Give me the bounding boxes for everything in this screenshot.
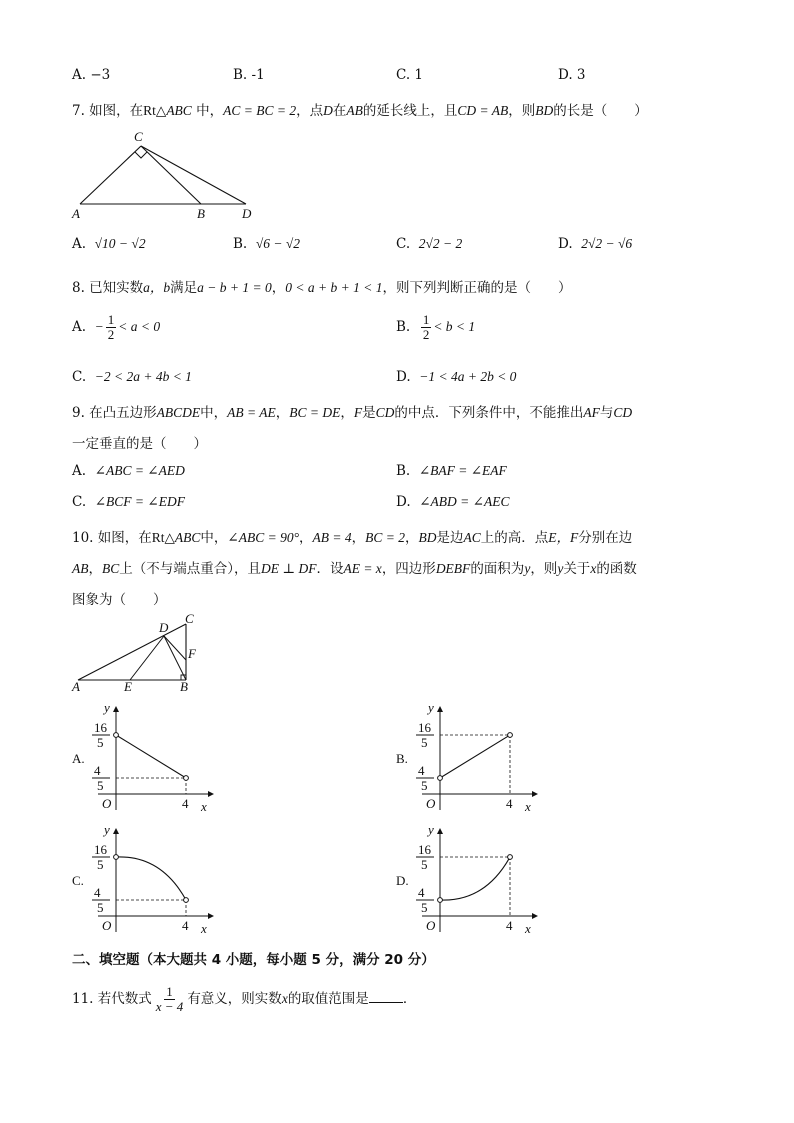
open-endpoint-start [114,733,119,738]
q7-label-c: C [134,129,143,144]
q7-stem [72,99,648,119]
option-label: C. [396,236,411,252]
graph-option-label: C. [72,873,84,888]
fraction-denominator: 2 [422,327,430,342]
option-label: B. [396,319,411,335]
q10-graph-option-b [392,700,542,819]
q8-option-b [396,313,475,342]
q10-graph-option-a [68,700,218,819]
q9-option-d [396,494,509,510]
q9-cd: CD [375,405,395,420]
q11-text: 有意义，则实数 [187,991,282,1007]
q10-text: ，则 [530,561,558,577]
q10-x: x [590,561,597,576]
q10-label-e: E [124,679,132,694]
q10-c1: ∠ABC = 90° [227,530,299,545]
option-label: C. [72,369,87,385]
q10-graph-option-d [392,822,542,941]
q9-stem-line2: 一定垂直的是（ ） [72,436,207,452]
y-lo-fraction-numerator: 4 [418,763,425,778]
open-endpoint-end [508,733,513,738]
x-axis-label: x [201,799,207,814]
function-graph [392,700,542,815]
y-axis-arrow [437,828,443,834]
q7-option-b [233,236,300,252]
y-hi-fraction-numerator: 16 [94,842,107,857]
q8-eq1: a − b + 1 = 0 [197,280,272,295]
graph-option-label: B. [396,751,408,766]
y-hi-fraction-denominator: 5 [97,735,104,750]
q11-fraction [154,985,186,1014]
q9-text: ， [275,405,290,421]
q7-option-a-value: √10 − √2 [94,236,146,251]
y-lo-fraction-denominator: 5 [97,778,104,793]
q10-label-c: C [185,611,194,626]
open-endpoint-end [184,898,189,903]
q7-triangle-figure [70,126,270,222]
q9-c2: BC = DE [289,405,341,420]
y-lo-fraction-denominator: 5 [421,900,428,915]
q10-text: 关于 [563,561,591,577]
function-curve [116,857,186,900]
q7-text: 中， [191,103,224,119]
q6-option-d: D. 3 [558,67,586,83]
y-hi-fraction-numerator: 16 [418,842,431,857]
q10-triangle-figure [68,610,208,696]
y-hi-fraction-denominator: 5 [421,857,428,872]
fraction-numerator: 1 [166,984,173,999]
option-label: A. [72,236,87,252]
q7-text: 在 [332,103,347,119]
q10-label-d: D [159,620,169,635]
origin-label: O [102,796,112,811]
q8-text: ，则下列判断正确的是（ ） [382,280,572,296]
q8-eq2: 0 < a + b + 1 < 1 [285,280,383,295]
option-label: C. [72,494,87,510]
q9-text: 9. 在凸五边形 [72,405,157,421]
q8-option-b-rest: < b < 1 [433,319,476,334]
q6-option-b: B. -1 [233,67,265,83]
open-endpoint-end [508,855,513,860]
q8-text: 8. 已知实数 [72,280,144,296]
open-endpoint-start [114,855,119,860]
function-graph [68,700,218,815]
graph-option-label: D. [396,873,409,888]
q10-ae: AE = x [343,561,382,576]
q9-option-a [72,463,185,479]
q10-text: 上的高．点 [480,530,549,546]
fraction-denominator: 2 [107,327,115,342]
q7-d: D [323,103,333,118]
q9-option-a-value: ∠ABC = ∠AED [94,463,185,478]
q10-ef: E，F [548,530,579,545]
q7-bd: BD [535,103,554,118]
q10-text: ， [404,530,419,546]
q7-cond1: AC = BC = 2 [223,103,297,118]
q11-stem [72,985,416,1014]
q7-text: 的延长线上，且 [362,103,458,119]
q10-text: ， [88,561,102,577]
q7-text: ，则 [508,103,536,119]
q10-y: y [557,561,564,576]
q10-quad: DEBF [435,561,471,576]
q9-af: AF [583,405,600,420]
q10-text: 中， [200,530,228,546]
q9-option-b-value: ∠BAF = ∠EAF [418,463,507,478]
y-lo-fraction-denominator: 5 [421,778,428,793]
q7-rt: Rt△ [143,103,167,118]
q10-label-f: F [188,646,196,661]
fraction-denominator: x − 4 [155,999,184,1014]
q10-rt: Rt△ [151,530,175,545]
y-axis-arrow [113,828,119,834]
option-label: B. [396,463,411,479]
q10-graph-option-c [68,822,218,941]
q10-label-b: B [180,679,188,694]
fraction-numerator: 1 [422,312,430,327]
q8-neg-sign: − [94,319,104,334]
y-axis-arrow [113,706,119,712]
function-graph [392,822,542,937]
q8-ab: a，b [143,280,171,295]
q7-label-a: A [72,206,80,221]
q8-stem [72,276,571,296]
q10-text: 上（不与端点重合），且 [119,561,262,577]
function-graph [68,822,218,937]
y-lo-fraction-numerator: 4 [94,885,101,900]
q10-ab: AB [72,561,89,576]
option-label: A. [72,319,87,335]
q10-text: 的函数 [596,561,637,577]
section-2-title: 二、填空题（本大题共 4 小题，每小题 5 分，满分 20 分） [72,952,435,968]
q9-text: 中， [200,405,228,421]
q10-text: ，四边形 [381,561,436,577]
function-curve [440,735,510,778]
q7-ab: AB [346,103,363,118]
q10-text: ， [351,530,366,546]
q8-text: ， [271,280,286,296]
q10-c2: AB = 4 [312,530,352,545]
q10-text: 10. 如图，在 [72,530,152,546]
y-hi-fraction-denominator: 5 [421,735,428,750]
q7-text: ，点 [296,103,324,119]
q10-text: ．设 [316,561,344,577]
q7-option-d [558,236,632,252]
y-axis-label: y [104,700,110,715]
q8-option-a-rest: < a < 0 [118,319,161,334]
q10-perp: DE ⊥ DF [261,561,317,576]
open-endpoint-start [438,776,443,781]
x-tick-label: 4 [182,796,189,811]
option-label: B. [233,236,248,252]
q11-text: 的取值范围是 [287,991,369,1007]
q9-text: 与 [599,405,614,421]
open-endpoint-end [184,776,189,781]
q7-cond2: CD = AB [457,103,509,118]
function-curve [440,857,510,900]
y-hi-fraction-numerator: 16 [94,720,107,735]
q8-option-a [72,313,160,342]
q11-text: 11. 若代数式 [72,991,152,1007]
q10-y: y [524,561,531,576]
q10-stem-line1 [72,526,632,546]
q7-option-a [72,236,146,252]
q7-option-c [396,236,462,252]
q7-option-b-value: √6 − √2 [255,236,300,251]
q9-option-b [396,463,507,479]
x-axis-label: x [201,921,207,936]
y-lo-fraction-denominator: 5 [97,900,104,915]
q9-text: 的中点．下列条件中，不能推出 [394,405,584,421]
y-axis-label: y [428,700,434,715]
x-axis-label: x [525,799,531,814]
q8-option-c-value: −2 < 2a + 4b < 1 [94,369,192,384]
graph-option-label: A. [72,751,85,766]
option-label: D. [558,236,573,252]
y-hi-fraction-numerator: 16 [418,720,431,735]
q9-stem-line1 [72,401,632,421]
q10-stem-line2 [72,557,637,577]
q10-ac: AC [463,530,481,545]
y-hi-fraction-denominator: 5 [97,857,104,872]
y-lo-fraction-numerator: 4 [418,885,425,900]
q10-bc: BC [102,561,120,576]
option-label: D. [396,369,411,385]
y-axis-arrow [437,706,443,712]
y-lo-fraction-numerator: 4 [94,763,101,778]
origin-label: O [102,918,112,933]
q11-x: x [281,991,288,1006]
answer-blank[interactable] [369,1002,403,1003]
q11-text: ． [402,991,417,1007]
x-axis-arrow [532,913,538,919]
q6-option-a: A. −3 [72,67,111,83]
q10-stem-line3: 图象为（ ） [72,592,167,608]
q9-option-c-value: ∠BCF = ∠EDF [94,494,185,509]
open-endpoint-start [438,898,443,903]
q9-option-c [72,494,185,510]
x-axis-arrow [532,791,538,797]
q8-option-d-value: −1 < 4a + 2b < 0 [419,369,517,384]
q7-label-d: D [242,206,252,221]
q8-text: 满足 [170,280,198,296]
q9-option-d-value: ∠ABD = ∠AEC [419,494,510,509]
origin-label: O [426,796,436,811]
option-label: A. [72,463,87,479]
function-curve [116,735,186,778]
q9-text: 是 [362,405,376,421]
x-axis-label: x [525,921,531,936]
x-tick-label: 4 [182,918,189,933]
option-label: D. [396,494,411,510]
origin-label: O [426,918,436,933]
q7-option-d-value: 2√2 − √6 [581,236,633,251]
q9-cd2: CD [613,405,633,420]
q10-text: 的面积为 [470,561,525,577]
q7-option-c-value: 2√2 − 2 [418,236,463,251]
q10-text: ， [298,530,313,546]
q7-text: 7. 如图，在 [72,103,144,119]
fraction-numerator: 1 [107,312,115,327]
x-axis-arrow [208,913,214,919]
q8-option-c [72,369,192,385]
y-axis-label: y [428,822,434,837]
q10-bd: BD [418,530,437,545]
q8-option-d [396,369,516,385]
q10-text: 分别在边 [578,530,633,546]
x-tick-label: 4 [506,796,513,811]
x-axis-arrow [208,791,214,797]
q8-b-fraction [421,313,432,342]
q7-abc: ABC [166,103,192,118]
q9-f: F [353,405,363,420]
q9-text: ， [340,405,354,421]
q7-text: 的长是（ ） [553,103,648,119]
q9-poly: ABCDE [156,405,201,420]
q10-label-a: A [72,679,80,694]
x-tick-label: 4 [506,918,513,933]
q7-label-b: B [197,206,205,221]
q10-abc: ABC [174,530,201,545]
q6-option-c: C. 1 [396,67,424,83]
q9-c1: AB = AE [227,405,276,420]
q8-a-fraction [106,313,117,342]
y-axis-label: y [104,822,110,837]
q10-text: 是边 [436,530,464,546]
q10-c3: BC = 2 [365,530,405,545]
